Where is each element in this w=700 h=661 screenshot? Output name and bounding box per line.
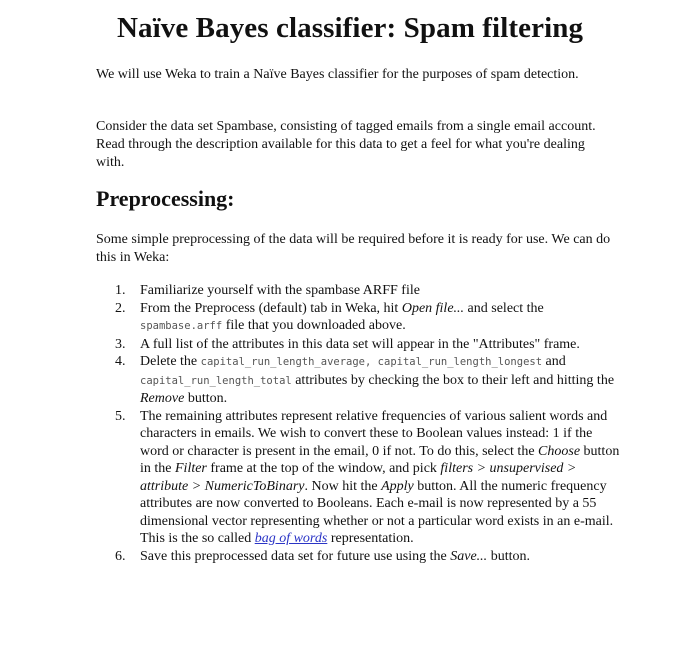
list-item — [115, 408, 620, 548]
step-text: button in the — [140, 443, 620, 476]
step-text: . Now hit the — [304, 478, 382, 494]
list-item — [115, 282, 620, 300]
bag-of-words-link[interactable]: bag of words — [254, 531, 328, 546]
step-text: Delete the — [140, 354, 201, 369]
section-heading: Preprocessing: — [96, 186, 235, 211]
filter-ref: Filter — [175, 461, 207, 476]
attribute-code: capital_run_length_average — [200, 356, 366, 368]
step-text: From the Preprocess (default) tab in Weka, hit — [140, 300, 402, 316]
filename-code: spambase.arff — [140, 320, 223, 332]
dataset-paragraph: Consider the data set Spambase, consisting of tagged emails from a single email account. Read through the description available for this data to get a feel for what you're dealing with. — [96, 119, 596, 170]
step-text: button. All the numeric frequency attributes are now converted to Booleans. Each e-mail is now represented by a 55 dimensional vector representing whether or not a particular word exists in an e-mail. This is the so called — [140, 478, 614, 546]
apply-ref: Apply — [381, 478, 414, 494]
step-number: 2. — [115, 300, 126, 316]
separator: , — [365, 356, 378, 368]
step-text: frame at the top of the window, and pick — [206, 461, 441, 476]
step-number: 1. — [115, 283, 126, 298]
step-number: 3. — [115, 336, 126, 352]
step-text: The remaining attributes represent relative frequencies of various salient words and characters in emails. We wish to convert these to Boolean values instead: 1 if the word or character is present in the email, 0 if not. To do this, select the — [140, 408, 608, 459]
intro-paragraph: We will use Weka to train a Naïve Bayes classifier for the purposes of spam detection. — [96, 67, 579, 82]
filter-path-ref: filters > unsupervised > attribute > NumericToBinary — [140, 461, 577, 494]
document-title: Naïve Bayes classifier: Spam filtering — [116, 12, 584, 44]
step-text: and select the — [464, 300, 544, 316]
list-item — [115, 300, 620, 336]
open-file-ref: Open file... — [401, 300, 465, 316]
list-item — [115, 336, 620, 354]
remove-ref: Remove — [140, 391, 185, 406]
step-text: representation. — [327, 531, 414, 546]
save-ref: Save... — [450, 548, 488, 564]
choose-ref: Choose — [538, 443, 581, 459]
step-number: 5. — [115, 408, 126, 424]
step-text: and — [542, 354, 566, 369]
step-text: button. — [184, 391, 228, 406]
step-text: Save this preprocessed data set for future use using the — [140, 548, 451, 564]
step-text: A full list of the attributes in this data set will appear in the "Attributes" frame. — [140, 336, 580, 352]
list-item — [115, 548, 620, 566]
step-text: Familiarize yourself with the spambase ARFF file — [140, 283, 420, 298]
section-intro-paragraph: Some simple preprocessing of the data will be required before it is ready for use. We can do this in Weka: — [96, 232, 611, 265]
step-number: 6. — [115, 548, 126, 564]
step-text: file that you downloaded above. — [222, 318, 406, 333]
list-item — [115, 353, 620, 408]
steps-list — [115, 282, 620, 565]
step-number: 4. — [115, 354, 126, 369]
step-text: attributes by checking the box to their left and hitting the — [291, 372, 615, 388]
attribute-code: capital_run_length_total — [140, 374, 292, 387]
step-text: button. — [487, 548, 530, 564]
attribute-code: capital_run_length_longest — [377, 356, 543, 368]
